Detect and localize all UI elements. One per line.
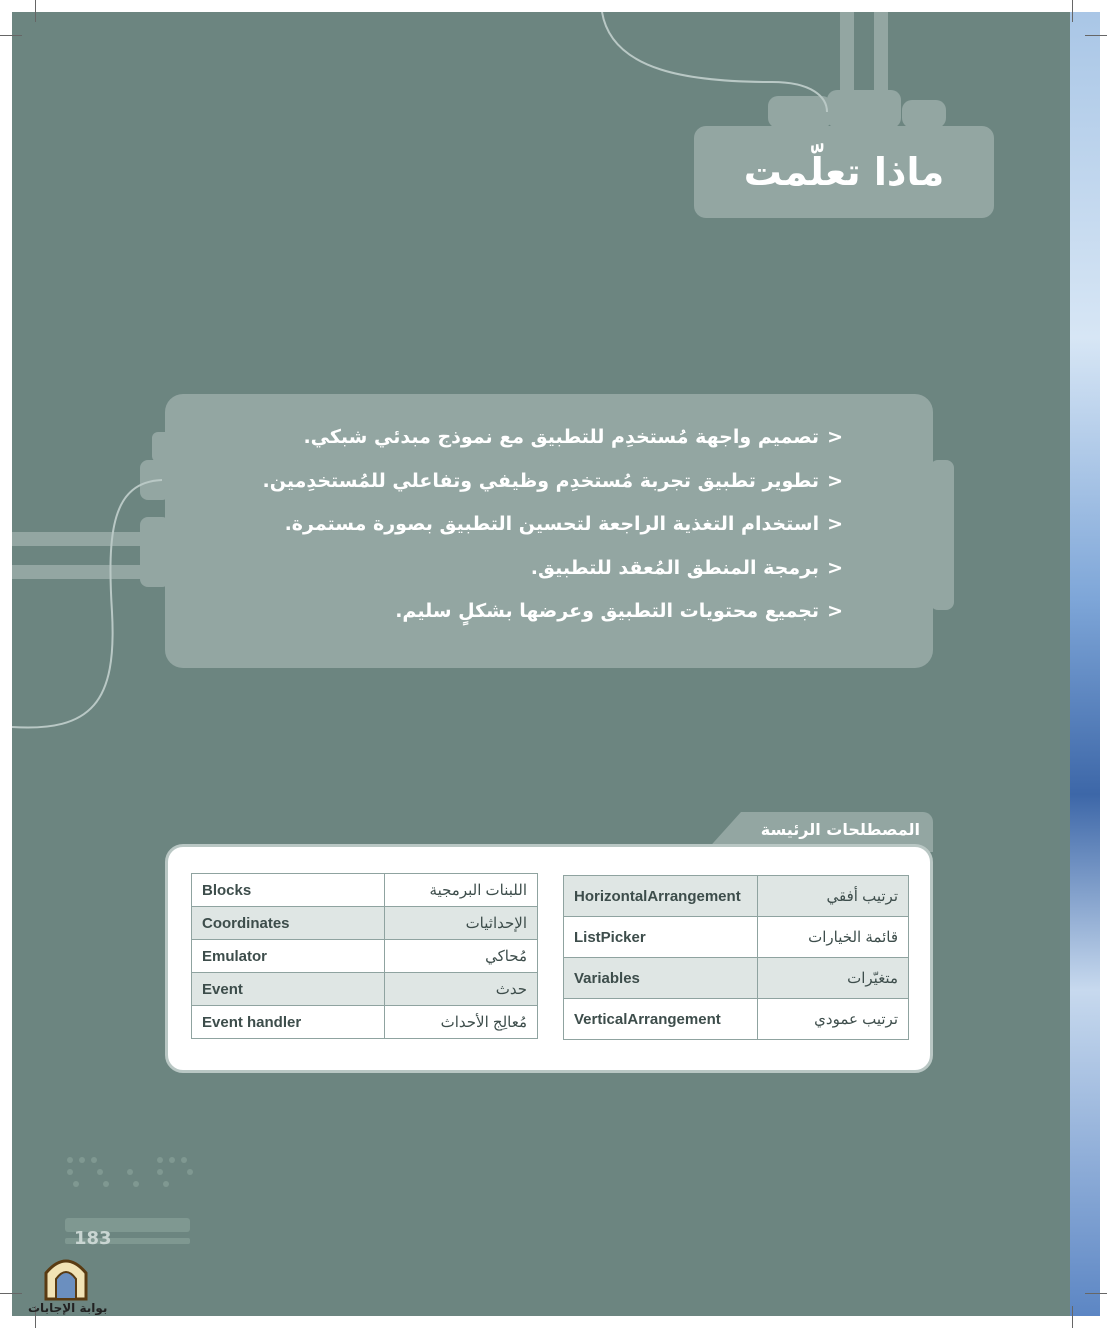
table-row xyxy=(192,907,538,940)
term-english: Blocks xyxy=(192,874,385,907)
chevron-left-icon: < xyxy=(827,600,843,622)
objective-item: <تصميم واجهة مُستخدِم للتطبيق مع نموذج مبدئي شبكي. xyxy=(263,416,843,460)
objectives-list xyxy=(263,416,843,634)
term-arabic: الإحداثيات xyxy=(385,907,538,940)
chevron-left-icon: < xyxy=(827,556,843,579)
key-terms-label: المصطلحات الرئيسة xyxy=(760,820,920,839)
terms-table-right xyxy=(563,875,909,1040)
table-row xyxy=(564,958,909,999)
term-english: VerticalArrangement xyxy=(564,999,758,1040)
table-row xyxy=(564,999,909,1040)
chevron-left-icon: < xyxy=(827,513,843,535)
objective-item: <تجميع محتويات التطبيق وعرضها بشكلٍ سليم. xyxy=(263,590,843,634)
table-row xyxy=(192,1006,538,1039)
page-number: 183 xyxy=(74,1228,112,1249)
term-arabic: ترتيب عمودي xyxy=(758,999,909,1040)
term-english: Event xyxy=(192,973,385,1006)
term-english: HorizontalArrangement xyxy=(564,876,758,917)
term-arabic: قائمة الخيارات xyxy=(758,917,909,958)
watermark-label: بوابة الإجابات xyxy=(28,1301,108,1315)
term-arabic: متغيّرات xyxy=(758,958,909,999)
objective-item: <تطوير تطبيق تجربة مُستخدِم وظيفي وتفاعلي للمُستخدِمين. xyxy=(263,460,843,504)
terms-table-left xyxy=(191,873,538,1039)
crop-mark xyxy=(35,0,36,22)
term-arabic: حدث xyxy=(385,973,538,1006)
objective-item: <استخدام التغذية الراجعة لتحسين التطبيق بصورة مستمرة. xyxy=(263,503,843,547)
term-arabic: مُحاكي xyxy=(385,940,538,973)
objective-item: <برمجة المنطق المُعقد للتطبيق. xyxy=(263,547,843,591)
page-title: ماذا تعلّمت xyxy=(743,150,945,194)
term-english: Emulator xyxy=(192,940,385,973)
term-english: ListPicker xyxy=(564,917,758,958)
table-row xyxy=(192,973,538,1006)
term-english: Variables xyxy=(564,958,758,999)
chevron-left-icon: < xyxy=(827,426,843,448)
key-terms-panel xyxy=(165,844,933,1073)
crop-mark xyxy=(1072,0,1073,22)
gate-logo-icon xyxy=(40,1255,92,1301)
term-english: Event handler xyxy=(192,1006,385,1039)
term-arabic: مُعالِج الأحداث xyxy=(385,1006,538,1039)
crop-mark xyxy=(1085,35,1107,36)
adjacent-page-edge xyxy=(1070,12,1100,1316)
term-arabic: ترتيب أفقي xyxy=(758,876,909,917)
table-row xyxy=(192,874,538,907)
section-title-box xyxy=(694,126,994,218)
term-english: Coordinates xyxy=(192,907,385,940)
crop-mark xyxy=(0,35,22,36)
crop-mark xyxy=(1085,1293,1107,1294)
textbook-page xyxy=(12,12,1070,1316)
chevron-left-icon: < xyxy=(827,469,843,492)
crop-mark xyxy=(0,1293,22,1294)
learning-objectives-panel xyxy=(165,394,933,668)
table-row xyxy=(192,940,538,973)
ministry-logo-icon xyxy=(60,1150,200,1270)
term-arabic: اللبنات البرمجية xyxy=(385,874,538,907)
table-row xyxy=(564,917,909,958)
table-row xyxy=(564,876,909,917)
crop-mark xyxy=(1072,1306,1073,1328)
